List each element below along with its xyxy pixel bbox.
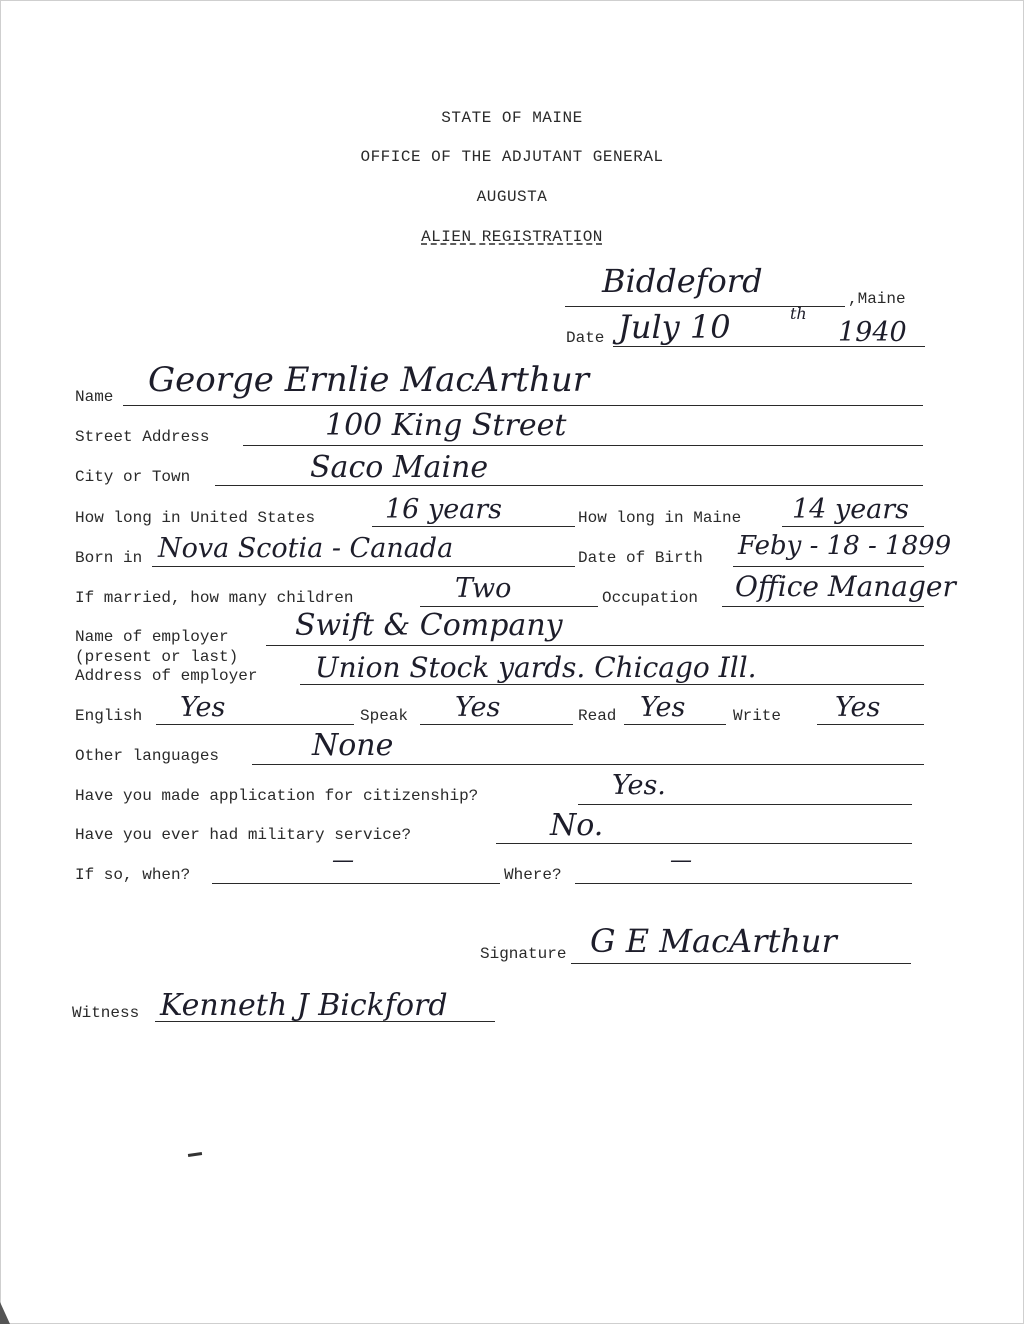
write-line bbox=[817, 724, 924, 725]
us-value: 16 years bbox=[385, 494, 503, 525]
employer-addr-line bbox=[300, 684, 924, 685]
employer-value: Swift & Company bbox=[295, 608, 563, 643]
children-label: If married, how many children bbox=[75, 589, 354, 607]
city-line bbox=[215, 485, 923, 486]
military-line bbox=[496, 843, 912, 844]
employer-sub-label: (present or last) bbox=[75, 648, 239, 666]
other-lang-line bbox=[252, 764, 924, 765]
dob-line bbox=[733, 566, 924, 567]
date-ordinal: th bbox=[790, 304, 807, 323]
occupation-label: Occupation bbox=[602, 589, 699, 607]
city-label: City or Town bbox=[75, 468, 191, 486]
signature-value: G E MacArthur bbox=[590, 922, 837, 960]
read-line bbox=[624, 724, 726, 725]
employer-line bbox=[266, 645, 924, 646]
where-value: — bbox=[670, 848, 692, 873]
employer-addr-value: Union Stock yards. Chicago Ill. bbox=[315, 651, 757, 684]
born-value: Nova Scotia - Canada bbox=[158, 533, 454, 564]
read-label: Read bbox=[578, 707, 617, 725]
speak-line bbox=[420, 724, 573, 725]
other-lang-label: Other languages bbox=[75, 747, 220, 765]
form-title-wrapper bbox=[0, 228, 1024, 246]
speak-value: Yes bbox=[455, 692, 501, 723]
us-label: How long in United States bbox=[75, 509, 316, 527]
office-heading: OFFICE OF THE ADJUTANT GENERAL bbox=[360, 148, 664, 166]
english-label: English bbox=[75, 707, 143, 725]
witness-value: Kenneth J Bickford bbox=[160, 988, 448, 1023]
when-value: — bbox=[332, 848, 354, 873]
street-value: 100 King Street bbox=[325, 408, 567, 443]
form-title: ALIEN REGISTRATION bbox=[421, 228, 603, 246]
write-label: Write bbox=[733, 707, 782, 725]
date-label: Date bbox=[566, 329, 605, 347]
write-value: Yes bbox=[835, 692, 881, 723]
read-value: Yes bbox=[640, 692, 686, 723]
citizenship-line bbox=[578, 804, 912, 805]
occupation-line bbox=[722, 606, 924, 607]
when-label: If so, when? bbox=[75, 866, 191, 884]
where-line bbox=[575, 883, 912, 884]
employer-label: Name of employer bbox=[75, 628, 229, 646]
military-label: Have you ever had military service? bbox=[75, 826, 412, 844]
name-line bbox=[123, 405, 923, 406]
witness-label: Witness bbox=[72, 1004, 140, 1022]
signature-label: Signature bbox=[480, 945, 567, 963]
city-value: Saco Maine bbox=[310, 450, 489, 485]
street-line bbox=[243, 445, 923, 446]
born-label: Born in bbox=[75, 549, 143, 567]
us-line bbox=[372, 526, 575, 527]
children-value: Two bbox=[455, 573, 512, 604]
english-line bbox=[156, 724, 354, 725]
military-value: No. bbox=[550, 808, 604, 843]
maine-line bbox=[782, 526, 924, 527]
name-value: George Ernlie MacArthur bbox=[148, 360, 589, 400]
city-heading: AUGUSTA bbox=[476, 188, 548, 206]
corner-fold-mark bbox=[0, 1302, 10, 1324]
where-label: Where? bbox=[504, 866, 562, 884]
children-line bbox=[420, 606, 598, 607]
born-line bbox=[152, 566, 575, 567]
speak-label: Speak bbox=[360, 707, 409, 725]
maine-value: 14 years bbox=[792, 494, 910, 525]
name-label: Name bbox=[75, 388, 114, 406]
citizenship-label: Have you made application for citizenship? bbox=[75, 787, 479, 805]
dob-label: Date of Birth bbox=[578, 549, 703, 567]
street-label: Street Address bbox=[75, 428, 210, 446]
maine-label: How long in Maine bbox=[578, 509, 742, 527]
english-value: Yes bbox=[180, 692, 226, 723]
signature-line bbox=[571, 963, 911, 964]
citizenship-value: Yes. bbox=[612, 770, 666, 801]
occupation-value: Office Manager bbox=[735, 570, 956, 603]
place-suffix: ,Maine bbox=[848, 290, 906, 308]
date-year: 1940 bbox=[838, 317, 907, 348]
when-line bbox=[212, 883, 500, 884]
dob-value: Feby - 18 - 1899 bbox=[738, 531, 952, 561]
date-month-day: July 10 bbox=[618, 308, 731, 346]
place-value: Biddeford bbox=[602, 262, 763, 300]
employer-addr-label: Address of employer bbox=[75, 667, 258, 685]
state-heading: STATE OF MAINE bbox=[441, 109, 583, 127]
other-lang-value: None bbox=[312, 728, 394, 763]
